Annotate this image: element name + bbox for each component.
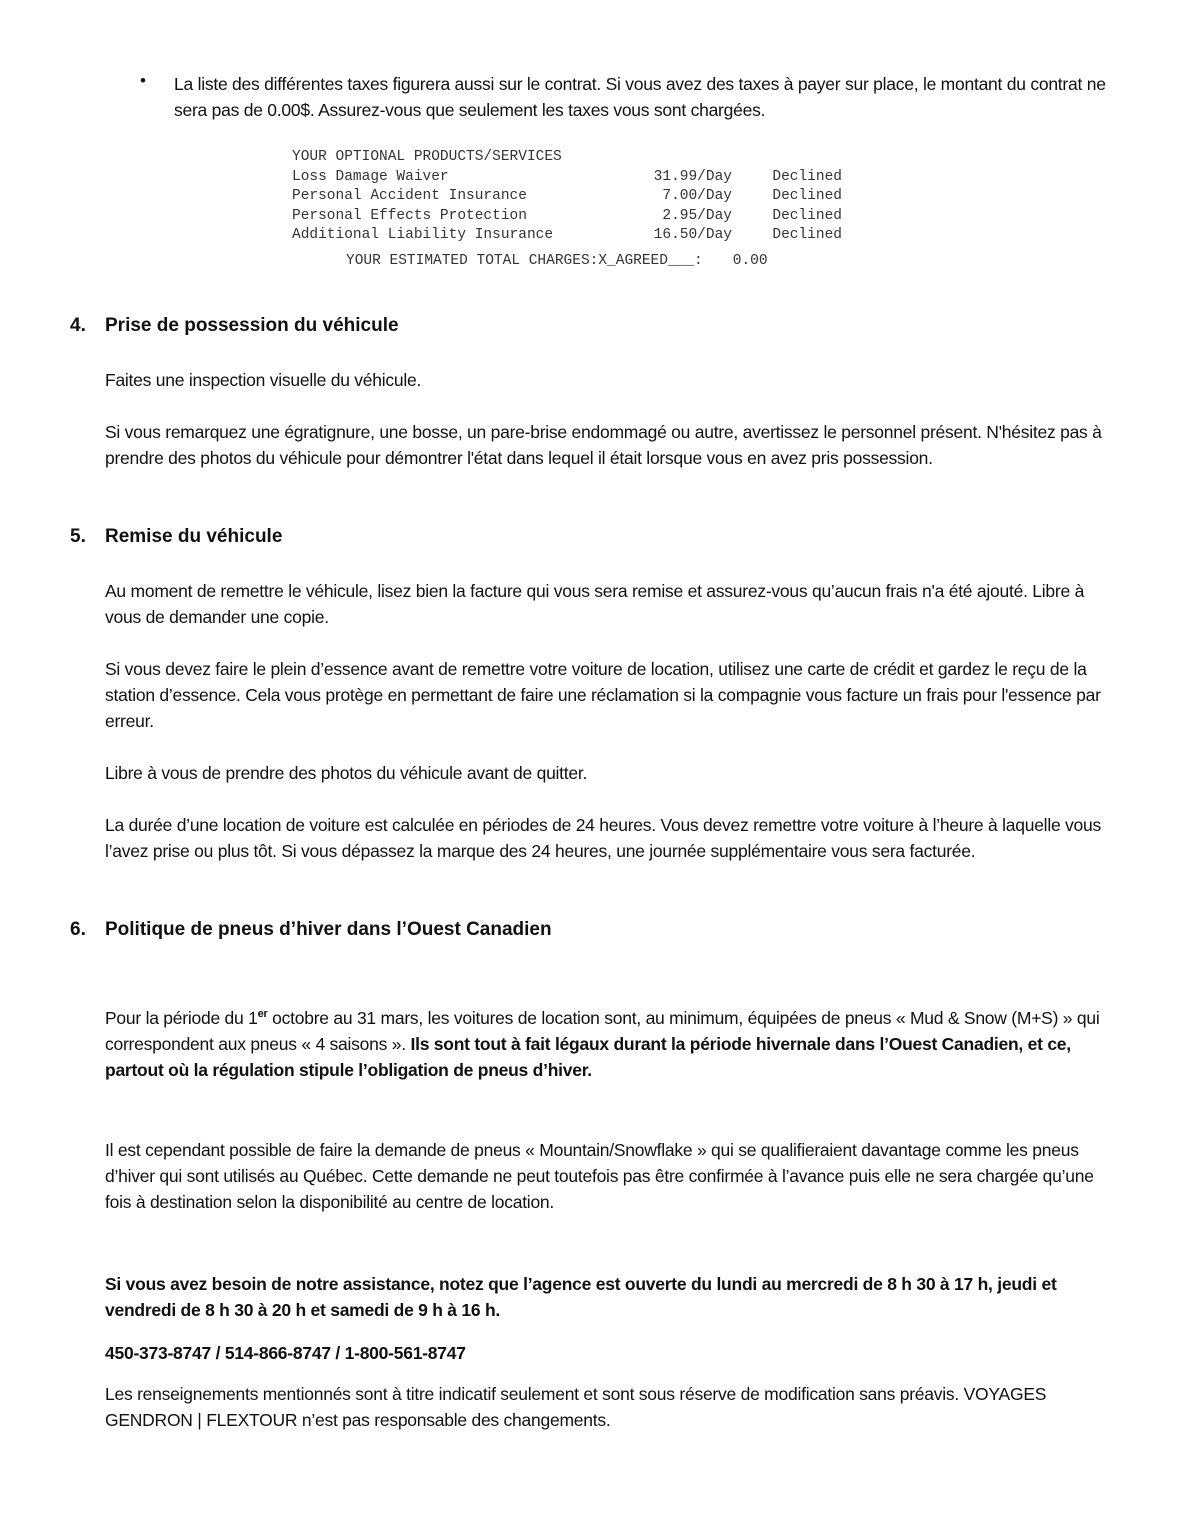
section-title: Prise de possession du véhicule xyxy=(105,315,399,336)
section-number: 4. xyxy=(70,315,86,336)
contract-row xyxy=(292,187,852,207)
section-6-heading xyxy=(70,917,552,943)
contract-status: Declined xyxy=(772,227,842,243)
paragraph: Si vous devez faire le plein d’essence avant de remettre votre voiture de location, utilisez une carte de crédit et gardez le reçu de la station d’essence. Cela vous protège en permettant de faire une réclamation si la compagnie vous facture un frais pour l'essence par erreur. xyxy=(105,659,1101,731)
section-title: Politique de pneus d’hiver dans l’Ouest Canadien xyxy=(105,919,552,940)
contract-total xyxy=(292,252,852,272)
contract-item: Personal Accident Insurance xyxy=(292,188,527,204)
contract-rate: 2.95/Day xyxy=(662,207,732,224)
contract-row xyxy=(292,226,852,246)
contract-status: Declined xyxy=(772,188,842,204)
contract-row xyxy=(292,168,852,188)
section-5-heading xyxy=(70,524,282,550)
contract-item: Personal Effects Protection xyxy=(292,207,527,224)
section-4-heading xyxy=(70,313,399,339)
contract-status: Declined xyxy=(772,168,842,185)
paragraph: Si vous remarquez une égratignure, une bosse, un pare-brise endommagé ou autre, avertissez le personnel présent. N'hésitez pas à prendre des photos du véhicule pour démontrer l'état dans lequel il était lorsque vous en avez pris possession. xyxy=(105,422,1102,468)
contract-rate: 16.50/Day xyxy=(653,227,732,243)
contract-status: Declined xyxy=(772,207,842,224)
intro-bullet-text: La liste des différentes taxes figurera aussi sur le contrat. Si vous avez des taxes à payer sur place, le montant du contrat ne sera pas de 0.00$. Assurez-vous que seulement les taxes vous sont chargées. xyxy=(174,74,1106,120)
text: octobre au 31 mars, les voitures de location sont, au minimum, équipées de pneus « Mud & Snow (M+S) » qui correspondent aux pneus « 4 saisons ». xyxy=(105,1007,1100,1054)
phone-numbers: 450-373-8747 / 514-866-8747 / 1-800-561-8747 xyxy=(105,1343,466,1363)
section-number: 5. xyxy=(70,526,86,547)
paragraph: Faites une inspection visuelle du véhicule. xyxy=(105,370,422,390)
section-number: 6. xyxy=(70,919,86,940)
contract-total-value: 0.00 xyxy=(732,252,768,269)
paragraph: Libre à vous de prendre des photos du véhicule avant de quitter. xyxy=(105,763,588,783)
paragraph: Il est cependant possible de faire la demande de pneus « Mountain/Snowflake » qui se qualifieraient davantage comme les pneus d’hiver qui sont utilisés au Québec. Cette demande ne peut toutefois pas être confirmée à l’avance puis elle ne sera chargée qu’une fois à destination selon la disponibilité au centre de location. xyxy=(105,1140,1094,1212)
text: Pour la période du 1 xyxy=(105,1007,258,1028)
contract-rate: 31.99/Day xyxy=(653,168,732,185)
contract-excerpt xyxy=(292,148,852,271)
contract-rate: 7.00/Day xyxy=(662,188,732,204)
contract-item: Loss Damage Waiver xyxy=(292,168,449,185)
disclaimer: Les renseignements mentionnés sont à titre indicatif seulement et sont sous réserve de modification sans préavis. VOYAGES GENDRON | FLEXTOUR n’est pas responsable des changements. xyxy=(105,1384,1047,1430)
contract-item: Additional Liability Insurance xyxy=(292,227,554,243)
bullet-icon: • xyxy=(140,71,146,90)
contract-row xyxy=(292,207,852,227)
assistance-hours: Si vous avez besoin de notre assistance, notez que l’agence est ouverte du lundi au mercredi de 8 h 30 à 17 h, jeudi et vendredi de 8 h 30 à 20 h et samedi de 9 h à 16 h. xyxy=(105,1274,1057,1320)
paragraph: Au moment de remettre le véhicule, lisez bien la facture qui vous sera remise et assurez-vous qu’aucun frais n'a été ajouté. Libre à vous de demander une copie. xyxy=(105,581,1085,627)
contract-total-label: YOUR ESTIMATED TOTAL CHARGES:X_AGREED___: xyxy=(346,252,703,269)
section-title: Remise du véhicule xyxy=(105,526,283,547)
superscript: er xyxy=(257,1008,268,1020)
paragraph-winter-tires xyxy=(105,1001,1115,1083)
contract-excerpt-title: YOUR OPTIONAL PRODUCTS/SERVICES xyxy=(292,149,562,165)
paragraph: La durée d’une location de voiture est calculée en périodes de 24 heures. Vous devez remettre votre voiture à l’heure à laquelle vous l’avez prise ou plus tôt. Si vous dépassez la marque des 24 heures, une journée supplémentaire vous sera facturée. xyxy=(105,815,1102,861)
bold-text: Ils sont tout à fait légaux durant la période hivernale dans l’Ouest Canadien, et ce, partout où la régulation stipule l’obligation de pneus d’hiver. xyxy=(105,1033,1071,1080)
